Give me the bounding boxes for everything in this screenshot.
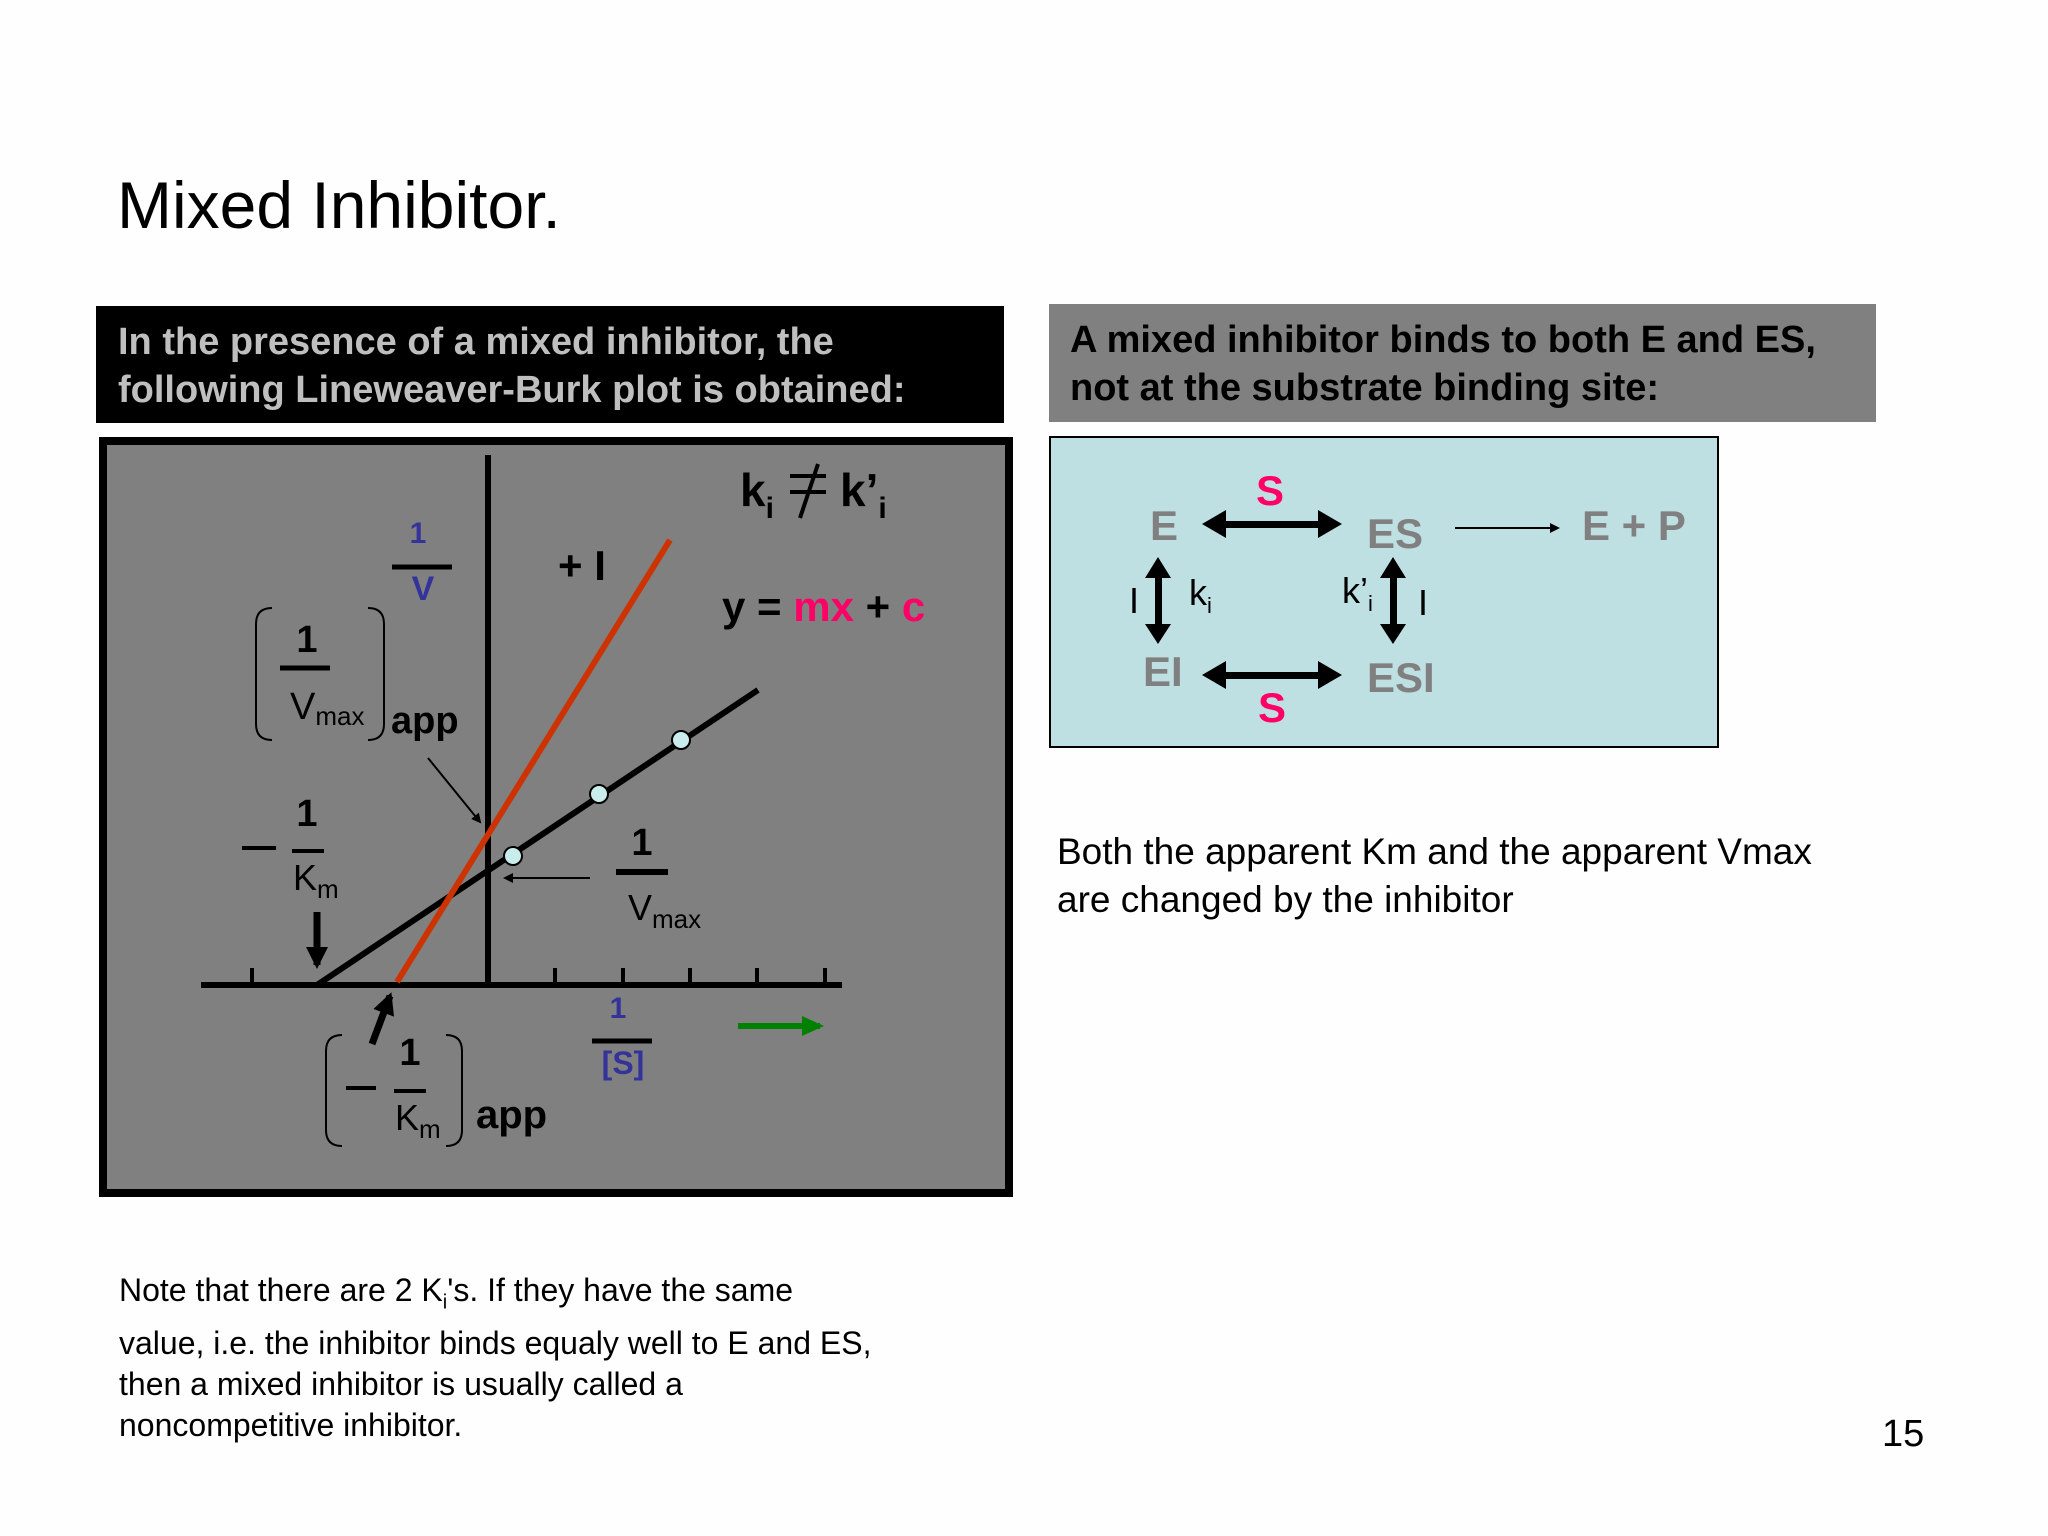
svg-text:Vmax: $V_{max}$ [628,887,702,934]
note-line-2: value, i.e. the inhibitor binds equaly well to E and ES, [119,1325,872,1362]
svg-text:1: 1 [399,1032,421,1074]
substrate-bottom: S [1258,684,1287,731]
data-point [504,847,522,865]
line-equation: y = mx + c [722,583,926,630]
svg-text:Vmax: Vmax [290,686,365,731]
note-line-4: noncompetitive inhibitor. [119,1407,463,1444]
svg-text:1: 1 [296,619,318,661]
note-line-1: Note that there are 2 $K_i's$. If they have the same [119,1272,794,1314]
explanation-text [1057,828,1877,924]
svg-text:1: 1 [409,517,427,550]
plot-caption-line-1: In the presence of a mixed inhibitor, the [118,321,834,363]
svg-text:app: app [476,1093,548,1137]
plot-panel [103,441,1009,1193]
svg-text:1: 1 [296,793,318,835]
note-line-3: then a mixed inhibitor is usually called a [119,1366,683,1403]
inhibitor-left: I [1129,580,1140,621]
svg-text:ki: $k_i$ [740,464,774,525]
slide-title: Mixed Inhibitor. [117,168,561,242]
species-es: ES [1367,510,1424,557]
explanation-line-2: are changed by the inhibitor [1057,879,1514,920]
svg-text:k’i: $k’_i$ [840,464,887,525]
data-point [672,731,690,749]
species-e: E [1150,502,1179,549]
svg-text:[S]: [S] [601,1045,645,1081]
svg-text:1: 1 [631,822,653,864]
ki-constant: $k_i$ [1189,572,1212,618]
kpi-constant: $k’_i$ [1342,570,1373,616]
species-ei: EI [1143,648,1183,695]
svg-text:Km: $K_m$ [293,857,339,904]
page-number: 15 [1882,1413,1925,1455]
svg-text:1: 1 [609,992,627,1025]
svg-text:V: V [411,570,435,608]
svg-text:Km: $K_m$ [395,1097,441,1144]
note-text [119,1270,949,1446]
svg-text:app: app [391,700,459,742]
scheme-caption-line-2: not at the substrate binding site: [1070,367,1660,409]
plot-caption-line-2: following Lineweaver-Burk plot is obtained: [118,369,906,411]
data-point [590,785,608,803]
scheme-caption-line-1: A mixed inhibitor binds to both E and ES, [1070,319,1816,361]
inhibitor-right: I [1418,582,1429,623]
species-e-plus-p: E + P [1582,502,1686,549]
reaction-scheme [1050,437,1718,747]
explanation-line-1: Both the apparent Km and the apparent Vmax [1057,831,1812,872]
lineweaver-burk-plot [103,441,1009,1193]
species-esi: ESI [1367,654,1435,701]
plus-inhibitor-label: + I [558,542,606,589]
substrate-top: S [1256,467,1285,514]
